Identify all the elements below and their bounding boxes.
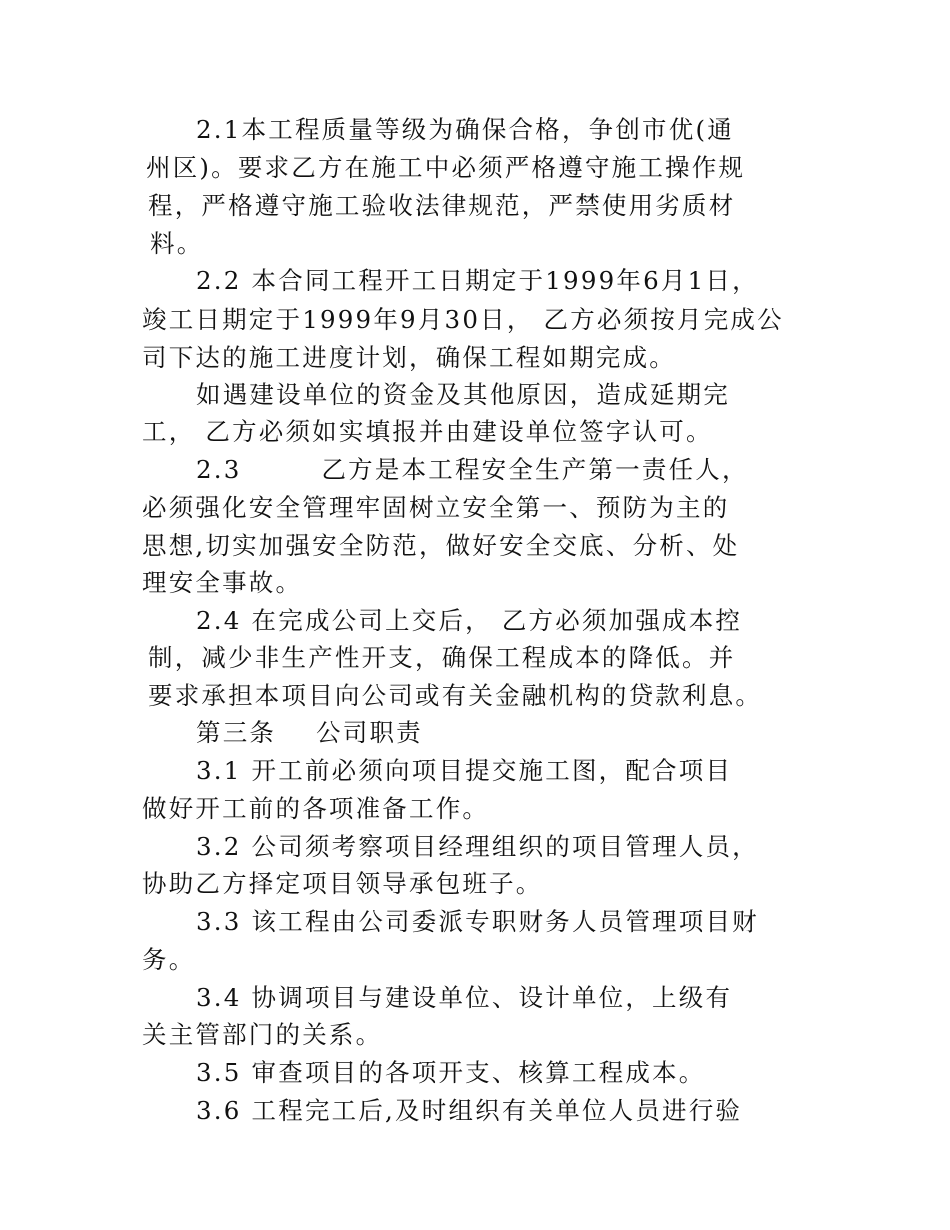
text-line: 要求承担本项目向公司或有关金融机构的贷款利息。: [148, 681, 763, 710]
text-line: 必须强化安全管理牢固树立安全第一、预防为主的: [142, 493, 730, 522]
text-line: 2.2 本合同工程开工日期定于1999年6月1日，: [196, 266, 759, 295]
text-line: 3.6 工程完工后,及时组织有关单位人员进行验: [196, 1096, 743, 1125]
text-line: 2.3 乙方是本工程安全生产第一责任人，: [196, 455, 749, 484]
text-line: 制，减少非生产性开支，确保工程成本的降低。并: [148, 643, 736, 672]
text-line: 程，严格遵守施工验收法律规范，严禁使用劣质材: [148, 191, 736, 220]
text-line: 3.4 协调项目与建设单位、设计单位，上级有: [196, 983, 733, 1012]
text-line: 务。: [142, 945, 196, 974]
section-heading: 第三条 公司职责: [196, 718, 423, 747]
text-line: 工， 乙方必须如实填报并由建设单位签字认可。: [142, 417, 713, 446]
text-line: 料。: [150, 229, 204, 258]
text-line: 2.1本工程质量等级为确保合格，争创市优(通: [196, 115, 734, 144]
text-line: 理安全事故。: [142, 568, 303, 597]
text-line: 3.5 审查项目的各项开支、核算工程成本。: [196, 1058, 706, 1087]
text-line: 2.4 在完成公司上交后， 乙方必须加强成本控: [196, 606, 743, 635]
text-line: 关主管部门的关系。: [142, 1020, 383, 1049]
text-line: 3.1 开工前必须向项目提交施工图，配合项目: [196, 756, 733, 785]
text-line: 3.3 该工程由公司委派专职财务人员管理项目财: [196, 907, 759, 936]
text-line: 州区)。要求乙方在施工中必须严格遵守施工操作规: [146, 153, 746, 182]
text-line: 协助乙方择定项目领导承包班子。: [142, 869, 543, 898]
text-line: 思想,切实加强安全防范，做好安全交底、分析、处: [142, 531, 740, 560]
text-line: 做好开工前的各项准备工作。: [142, 794, 490, 823]
text-line: 3.2 公司须考察项目经理组织的项目管理人员，: [196, 832, 759, 861]
text-line: 如遇建设单位的资金及其他原因，造成延期完: [196, 380, 730, 409]
text-line: 竣工日期定于1999年9月30日， 乙方必须按月完成公: [142, 305, 784, 334]
text-line: 司下达的施工进度计划，确保工程如期完成。: [142, 343, 676, 372]
